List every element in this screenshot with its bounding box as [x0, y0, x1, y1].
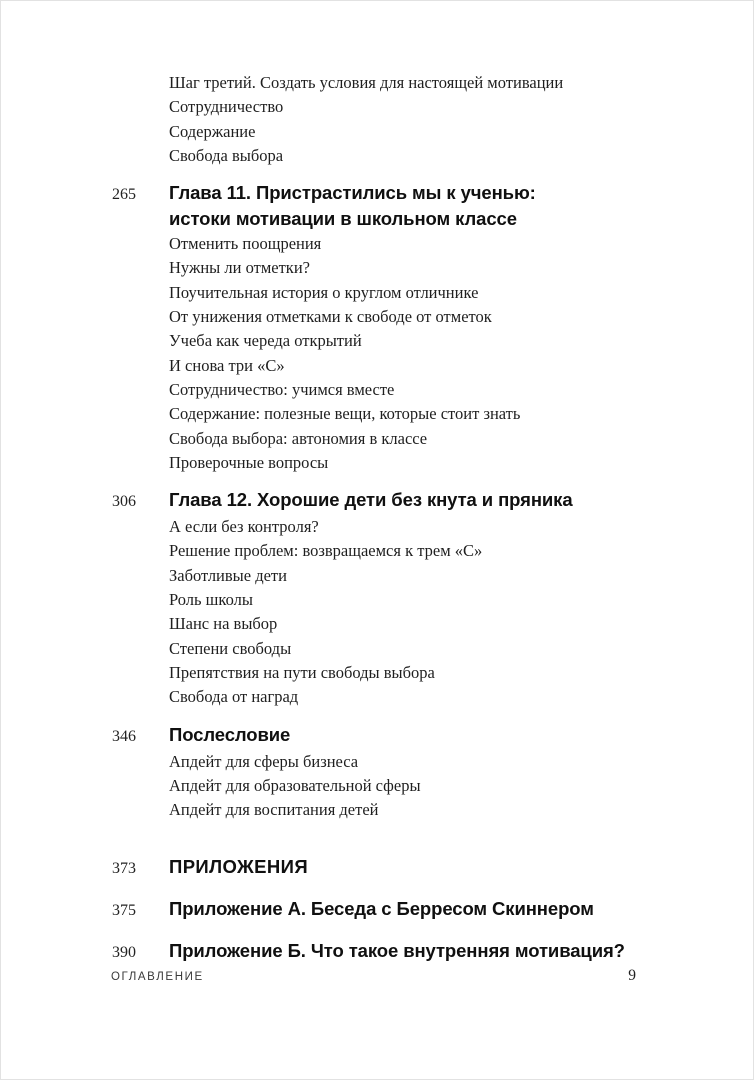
chapter-title: Приложение Б. Что такое внутренняя мотивация? [169, 940, 625, 962]
chapter-title-line2: истоки мотивации в школьном классе [169, 208, 517, 230]
chapter-title-block [169, 180, 663, 232]
chapter-title: Глава 11. Пристрастились мы к ученью: [169, 182, 536, 204]
toc-appendices-heading [86, 854, 663, 882]
chapter-page-number: 265 [112, 186, 136, 204]
chapter-page-number: 306 [112, 493, 136, 511]
chapter-page-number: 390 [112, 944, 136, 962]
chapter-heading-row [86, 938, 663, 966]
toc-item: Поучительная история о круглом отличнике [169, 282, 479, 302]
toc-subsection-list [169, 750, 663, 823]
toc-item: От унижения отметками к свободе от отметок [169, 307, 492, 327]
toc-item: Шаг третий. Создать условия для настоящей мотивации [169, 73, 564, 92]
toc-chapter [86, 487, 663, 709]
chapter-heading-row [86, 180, 663, 232]
toc-item: Решение проблем: возвращаемся к трем «С» [169, 541, 483, 561]
toc-item: Содержание [169, 121, 256, 141]
chapter-title: Приложение А. Беседа с Берресом Скиннером [169, 898, 594, 920]
toc-item: Сотрудничество [169, 97, 284, 117]
toc-appendix [86, 896, 663, 924]
toc-item: А если без контроля? [169, 517, 319, 537]
toc-item: Препятствия на пути свободы выбора [169, 662, 435, 682]
toc-item: Степени свободы [169, 638, 292, 658]
chapter-page-number: 373 [112, 860, 136, 878]
chapter-title-block [169, 722, 663, 748]
toc-item: Свобода выбора [169, 145, 284, 165]
chapter-page-number: 375 [112, 902, 136, 920]
toc-item: Апдейт для образовательной сферы [169, 775, 421, 795]
toc-item: Отменить поощрения [169, 234, 322, 254]
toc-subsection-list [169, 71, 663, 168]
table-of-contents [86, 71, 663, 966]
toc-item: Содержание: полезные вещи, которые стоит знать [169, 404, 521, 424]
toc-item: Сотрудничество: учимся вместе [169, 379, 395, 399]
toc-subsection-list [169, 232, 663, 475]
folio-page-number: 9 [628, 967, 636, 984]
toc-item: И снова три «С» [169, 355, 285, 375]
chapter-heading-row [86, 722, 663, 750]
chapter-title-block [169, 487, 663, 513]
chapter-title: Глава 12. Хорошие дети без кнута и пряника [169, 489, 573, 511]
toc-item: Учеба как череда открытий [169, 331, 362, 351]
chapter-heading-row [86, 487, 663, 515]
toc-item: Заботливые дети [169, 565, 287, 585]
chapter-page-number: 346 [112, 727, 136, 745]
running-footer-label: ОГЛАВЛЕНИЕ [111, 971, 204, 983]
toc-chapter [86, 180, 663, 475]
toc-item: Шанс на выбор [169, 614, 278, 634]
chapter-title: ПРИЛОЖЕНИЯ [169, 856, 309, 878]
toc-item: Нужны ли отметки? [169, 258, 310, 278]
toc-item: Свобода от наград [169, 687, 299, 707]
toc-item: Апдейт для воспитания детей [169, 800, 379, 820]
toc-subsection-list [169, 515, 663, 709]
toc-item: Проверочные вопросы [169, 452, 329, 472]
toc-chapter [86, 722, 663, 823]
chapter-heading-row [86, 896, 663, 924]
page-footer [111, 967, 636, 985]
toc-appendix [86, 938, 663, 966]
toc-item: Апдейт для сферы бизнеса [169, 751, 359, 771]
toc-item: Свобода выбора: автономия в классе [169, 428, 428, 448]
chapter-heading-row [86, 854, 663, 882]
chapter-title: Послесловие [169, 723, 291, 745]
toc-item: Роль школы [169, 590, 253, 610]
